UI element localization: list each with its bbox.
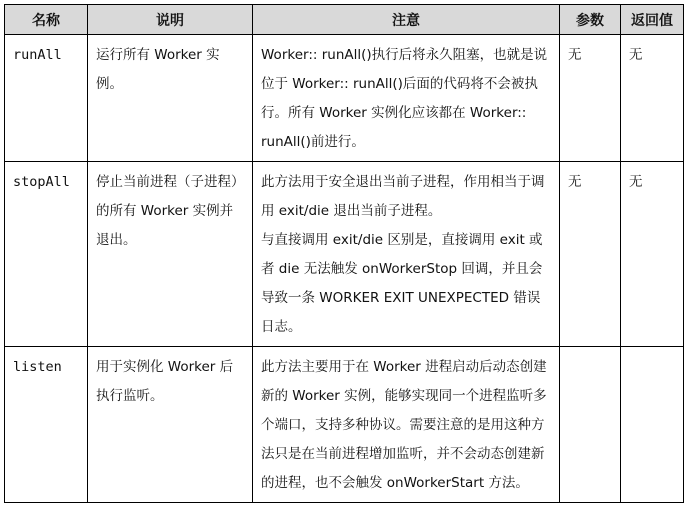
table-row bbox=[5, 35, 684, 162]
method-description: 停止当前进程（子进程）的所有 Worker 实例并退出。 bbox=[88, 162, 253, 347]
note-paragraph: 此方法用于安全退出当前子进程，作用相当于调用 exit/die 退出当前子进程。 bbox=[261, 174, 545, 219]
method-name: stopAll bbox=[5, 162, 88, 347]
header-return: 返回值 bbox=[621, 5, 684, 35]
table-row bbox=[5, 347, 684, 503]
method-params: 无 bbox=[560, 35, 621, 162]
method-return: 无 bbox=[621, 35, 684, 162]
method-name: runAll bbox=[5, 35, 88, 162]
method-return: 无 bbox=[621, 162, 684, 347]
method-params: 无 bbox=[560, 162, 621, 347]
note-paragraph: 与直接调用 exit/die 区别是，直接调用 exit 或者 die 无法触发 onWorkerStop 回调，并且会导致一条 WORKER EXIT UNEXPECTED 错误日志。 bbox=[261, 232, 543, 335]
note-paragraph: Worker:: runAll()执行后将永久阻塞，也就是说位于 Worker:: runAll()后面的代码将不会被执行。所有 Worker 实例化应该都在 Worker:: runAll()前进行。 bbox=[261, 47, 548, 150]
note-paragraph: 此方法主要用于在 Worker 进程启动后动态创建新的 Worker 实例，能够实现同一个进程监听多个端口，支持多种协议。需要注意的是用这种方法只是在当前进程增加监听，并不会动态创建新的进程，也不会触发 onWorkerStart 方法。 bbox=[261, 359, 547, 491]
header-params: 参数 bbox=[560, 5, 621, 35]
method-name: listen bbox=[5, 347, 88, 503]
method-notes bbox=[253, 162, 560, 347]
table-header-row bbox=[5, 5, 684, 35]
method-params bbox=[560, 347, 621, 503]
table-row bbox=[5, 162, 684, 347]
method-description: 运行所有 Worker 实例。 bbox=[88, 35, 253, 162]
method-notes bbox=[253, 347, 560, 503]
method-description: 用于实例化 Worker 后执行监听。 bbox=[88, 347, 253, 503]
method-return bbox=[621, 347, 684, 503]
method-notes bbox=[253, 35, 560, 162]
worker-methods-table bbox=[4, 4, 684, 503]
header-notes: 注意 bbox=[253, 5, 560, 35]
header-name: 名称 bbox=[5, 5, 88, 35]
header-description: 说明 bbox=[88, 5, 253, 35]
